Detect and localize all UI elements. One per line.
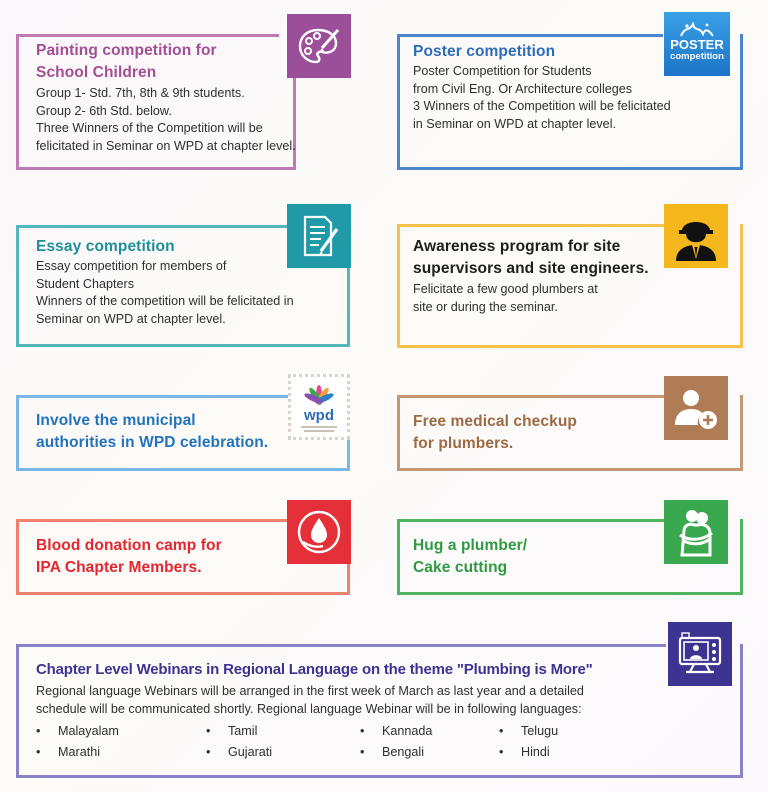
webinar-title: Chapter Level Webinars in Regional Language on the theme "Plumbing is More" bbox=[36, 661, 593, 678]
blood-card-topline bbox=[16, 519, 292, 522]
wpd-stamp-label: wpd bbox=[304, 406, 334, 424]
poster-body: Poster Competition for Students from Civil Eng. Or Architecture colleges 3 Winners of the Competition will be felicitated in Seminar on WPD at chapter level. bbox=[413, 64, 671, 131]
hug-title: Hug a plumber/ Cake cutting bbox=[413, 537, 528, 576]
language-item: • Tamil bbox=[206, 721, 272, 742]
essay-body: Essay competition for members of Student Chapters Winners of the competition will be felicitated in Seminar on WPD at chapter level. bbox=[36, 259, 294, 326]
blood-title: Blood donation camp for IPA Chapter Members. bbox=[36, 537, 222, 576]
awareness-body: Felicitate a few good plumbers at site or during the seminar. bbox=[413, 282, 598, 314]
blood-drop-hand-icon bbox=[287, 500, 351, 564]
medical-title: Free medical checkup for plumbers. bbox=[413, 413, 577, 452]
essay-card-topline bbox=[16, 225, 290, 228]
wpd-stamp-icon bbox=[288, 374, 350, 440]
language-list-col2 bbox=[206, 721, 272, 763]
poster-card-topline bbox=[397, 34, 663, 37]
language-item: • Malayalam bbox=[36, 721, 119, 742]
language-item: • Telugu bbox=[499, 721, 558, 742]
language-list-col4 bbox=[499, 721, 558, 763]
essay-title: Essay competition bbox=[36, 238, 175, 255]
language-list-col1 bbox=[36, 721, 119, 763]
poster-competition-icon bbox=[664, 12, 730, 76]
municipal-card-topline bbox=[16, 395, 292, 398]
flower-icon bbox=[301, 383, 337, 409]
webinar-body: Regional language Webinars will be arranged in the first week of March as last year and a detailed schedule will be communicated shortly. Regional language Webinar will be in following languages: bbox=[36, 684, 584, 716]
engineer-helmet-icon bbox=[664, 204, 728, 268]
language-item: • Hindi bbox=[499, 742, 558, 763]
painting-body: Group 1- Std. 7th, 8th & 9th students. Group 2- 6th Std. below. Three Winners of the Competition will be felicitated in Seminar on WPD at chapter level. bbox=[36, 86, 296, 153]
palette-icon bbox=[287, 14, 351, 78]
awareness-title: Awareness program for site supervisors and site engineers. bbox=[413, 238, 649, 277]
language-item: • Bengali bbox=[360, 742, 432, 763]
webinar-card-topline bbox=[16, 644, 666, 647]
language-item: • Gujarati bbox=[206, 742, 272, 763]
painting-card-topline bbox=[16, 34, 279, 37]
language-list-col3 bbox=[360, 721, 432, 763]
awareness-card-topline bbox=[397, 224, 667, 227]
poster-title: Poster competition bbox=[413, 43, 556, 60]
poster-icon-sublabel: competition bbox=[670, 51, 724, 62]
hug-card-topline bbox=[397, 519, 667, 522]
document-pen-icon bbox=[287, 204, 351, 268]
hug-icon bbox=[664, 500, 728, 564]
painting-title: Painting competition for School Children bbox=[36, 42, 217, 81]
poster-icon-label: POSTER bbox=[670, 37, 724, 52]
person-plus-icon bbox=[664, 376, 728, 440]
splash-icon bbox=[677, 22, 717, 38]
language-item: • Kannada bbox=[360, 721, 432, 742]
medical-card-topline bbox=[397, 395, 667, 398]
language-item: • Marathi bbox=[36, 742, 119, 763]
municipal-title: Involve the municipal authorities in WPD celebration. bbox=[36, 412, 269, 451]
video-conference-icon bbox=[668, 622, 732, 686]
